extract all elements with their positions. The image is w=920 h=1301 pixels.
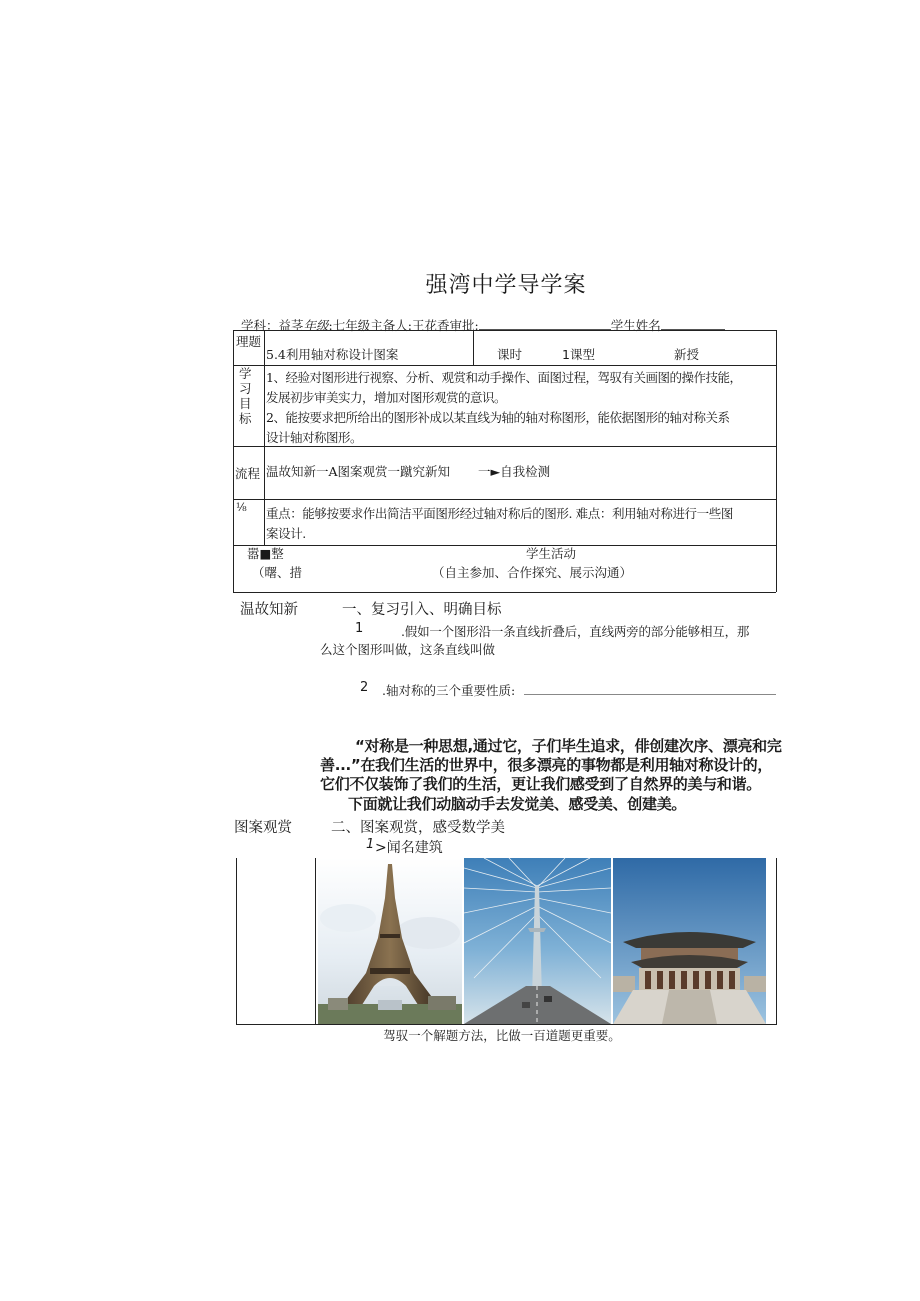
document-title: 强湾中学导学案 [425,273,587,298]
question-1-line2: 么这个图形叫做，这条直线叫做 [320,642,496,657]
table-border-left [233,330,234,592]
goal-line: 发展初步审美实力，增加对图形观赏的意识。 [266,390,507,405]
table-col-divider [473,330,474,365]
flow-label: 流程 [235,466,261,481]
question-1-number: 1 [355,621,364,636]
footer-motto: 驾驭一个解题方法，比做一百道题更重要。 [383,1028,621,1043]
table-row-divider [233,499,776,500]
teacher-column-heading: 嚣■整 [247,546,284,561]
keypoints-text [266,504,733,544]
meta-line [241,316,725,334]
period-label: 课时 [497,347,523,362]
keypoints-label: ⅛ [236,501,247,514]
author-value: 王花香 [411,318,450,333]
goal-line: 1、经验对图形进行视察、分析、观赏和动手操作、面图过程，驾驭有关画图的操作技能， [266,370,742,385]
question-2-answer-line[interactable] [524,694,776,695]
topic-value: 5.4利用轴对称设计图案 [266,347,399,362]
section2-side-label: 图案观赏 [234,820,292,836]
quote-line2: 善...”在我们生活的世界中，很多漂亮的事物都是利用轴对称设计的， [320,756,773,774]
goals-label-char: 目 [239,396,252,411]
goals-label [239,366,253,426]
table-border-top [233,330,776,331]
quote-line1: “对称是一种思想,通过它，子们毕生追求，俳创建次序、漂亮和完 [355,737,782,755]
reviewer-blank[interactable] [479,317,611,330]
image-frame-right [776,858,777,1024]
goal-line: 设计轴对称图形。 [266,430,363,445]
subsection-title: >闻名建筑 [375,840,443,856]
section2-heading: 二、图案观赏，感受数学美 [331,820,505,836]
flow-end: 一►自我检测 [478,464,551,479]
type-value: 新授 [674,347,700,362]
cable-bridge-photo [464,858,611,1024]
quote-line4: 下面就让我们动脑动手去发觉美、感受美、创建美。 [348,795,687,813]
section1-side-label: 温故知新 [240,602,298,618]
student-name-label: 学生姓名 [610,318,661,333]
grade-value: :七年级 [328,318,371,333]
question-2-number: 2 [360,680,369,695]
eiffel-tower-photo [318,858,462,1024]
subject-value: 益茎 [278,318,304,333]
goals-text [266,368,741,448]
image-frame-bottom [236,1024,777,1025]
author-label: 主备人: [370,318,412,333]
quote-line3: 它们不仅装饰了我们的生活，更让我们感受到了自然界的美与和谐。 [320,775,762,793]
student-name-blank[interactable] [661,317,725,330]
period-value: 1 [562,347,570,362]
goals-label-char: 学 [239,366,252,381]
goals-label-char: 习 [239,381,252,396]
table-row-divider [233,365,776,366]
grade-label: 年级 [303,318,329,333]
image-frame-divider [315,858,316,1024]
table-col-divider [264,330,265,545]
table-border-right [776,330,777,592]
keypoint-line: 案设计. [266,526,306,541]
goal-line: 2、能按要求把所给出的图形补成以某直线为轴的轴对称图形，能依据图形的轴对称关系 [266,410,730,425]
keypoint-line: 重点：能够按要求作出简洁平面图形经过轴对称后的图形. 难点：利用轴对称进行一些图 [266,506,733,521]
student-activity-heading: 学生活动 [526,546,577,561]
goals-label-char: 标 [239,411,252,426]
topic-label: 理题 [236,334,262,349]
flow-value: 温故知新一A图案观赏一蹴究新知 [266,464,451,479]
type-label: 课型 [570,347,596,362]
subsection-number: 1 [366,837,375,852]
section1-heading: 一、复习引入、明确目标 [342,602,502,618]
student-activity-subheading: （自主参加、合作探究、展示沟通） [432,565,633,580]
question-2-text: .轴对称的三个重要性质: [382,683,516,698]
reviewer-label: 审批: [449,318,479,333]
subject-label: 学科： [241,318,279,333]
teacher-column-subheading: （曙、措 [252,565,303,580]
question-1-line1: .假如一个图形沿一条直线折叠后，直线两旁的部分能够相互，那 [401,624,750,639]
table-row-divider [233,545,776,546]
image-frame-left [236,858,237,1024]
table-border-bottom [233,592,776,593]
palace-photo [613,858,766,1024]
